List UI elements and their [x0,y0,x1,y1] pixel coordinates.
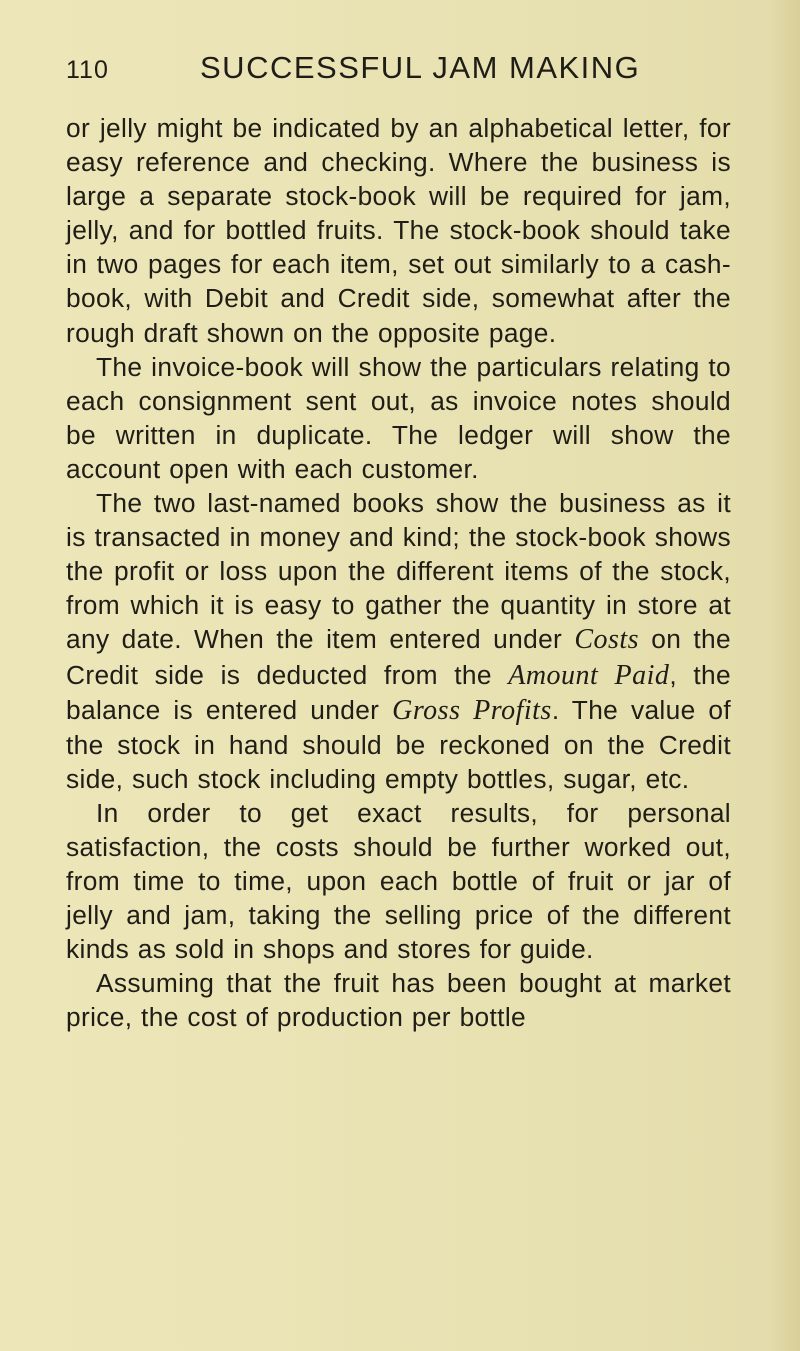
term-costs: Costs [574,624,640,656]
page-header [66,50,746,94]
paragraph-3-text-a: The two last-named books show the business as it is transacted in money and kind; the stock-book shows the profit or loss upon the different items of the stock, from which it is easy to gather the quantity in store at any date. When the item entered under [66,488,731,655]
body-text [66,111,731,1035]
paragraph-4: In order to get exact results, for personal satisfaction, the costs should be further worked out, from time to time, upon each bottle of fruit or jar of jelly and jam, taking the selling price of the different kinds as sold in shops and stores for guide. [66,797,731,965]
paragraph-3-text-b: on the Credit side is deducted from the [66,624,731,690]
paragraph-3-text-d: . The value of the stock in hand should be reckoned on the Credit side, such stock including empty bottles, sugar, etc. [66,694,731,794]
paragraph-3-text-c: , the balance is entered under [66,659,731,725]
paragraph-2: The invoice-book will show the particulars relating to each consignment sent out, as invoice notes should be written in duplicate. The ledger will show the account open with each customer. [66,351,731,484]
paragraph-3 [66,486,731,796]
term-gross-profits: Gross Profits [392,694,552,726]
running-title: SUCCESSFUL JAM MAKING [200,50,641,85]
page-number: 110 [66,56,109,84]
paragraph-1: or jelly might be indicated by an alphabetical letter, for easy reference and checking. Where the business is large a separate stock-book will be required for jam, jelly, and for bottled fruits. The stock-book should take in two pages for each item, set out similarly to a cash-book, with Debit and Credit side, somewhat after the rough draft shown on the opposite page. [66,113,731,348]
paragraph-5: Assuming that the fruit has been bought at market price, the cost of production per bottle [66,968,731,1033]
term-amount-paid: Amount Paid [508,659,670,691]
